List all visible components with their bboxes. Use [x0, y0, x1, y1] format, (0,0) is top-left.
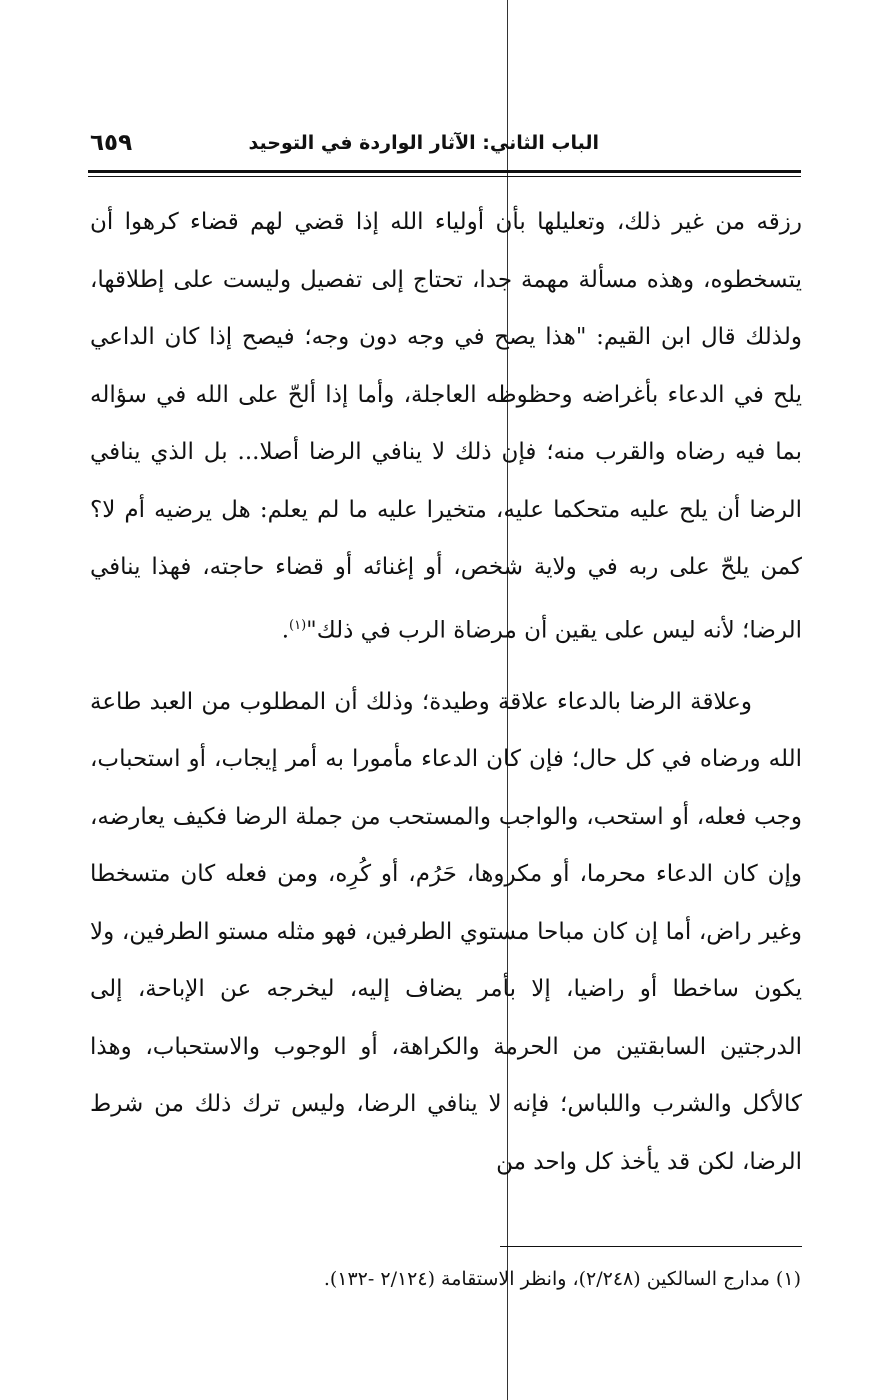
page-number: ٦٥٩: [90, 130, 133, 156]
chapter-title: الباب الثاني: الآثار الواردة في التوحيد: [248, 132, 599, 154]
footnote-1: (١) مدارج السالكين (٢/٢٤٨)، وانظر الاستقامة (٢/١٢٤ -١٣٢).: [323, 1268, 801, 1290]
paragraph-1: [90, 194, 802, 660]
paragraph-1-end: .: [281, 617, 289, 644]
running-header: [90, 126, 789, 166]
paragraph-2: وعلاقة الرضا بالدعاء علاقة وطيدة؛ وذلك أن المطلوب من العبد طاعة الله ورضاه في كل حال؛ فإن كان الدعاء مأمورا به أمر إيجاب، أو استحباب، وجب فعله، أو استحب، والواجب والمستحب من جملة الرضا فكيف يعارضه، وإن كان الدعاء محرما، أو مكروها، حَرُم، أو كُرِه، ومن فعله كان متسخطا وغير راض، أما إن كان مباحا مستوي الطرفين، فهو مثله مستو الطرفين، ولا يكون ساخطا أو راضيا، إلا بأمر يضاف إليه، ليخرجه عن الإباحة، إلى الدرجتين السابقتين من الحرمة والكراهة، أو الوجوب والاستحباب، وهذا كالأكل والشرب واللباس؛ فإنه لا ينافي الرضا، وليس ترك ذلك من شرط الرضا، لكن قد يأخذ كل واحد من: [90, 688, 802, 1175]
footnote-reference: (١): [289, 617, 307, 633]
footnote-separator: [500, 1246, 802, 1247]
paragraph-1-text: رزقه من غير ذلك، وتعليلها بأن أولياء الله إذا قضي لهم قضاء كرهوا أن يتسخطوه، وهذه مسألة مهمة جدا، تحتاج إلى تفصيل وليست على إطلاقها، ولذلك قال ابن القيم: "هذا يصح في وجه دون وجه؛ فيصح إذا كان الداعي يلح في الدعاء بأغراضه وحظوظه العاجلة، وأما إذا ألحّ على الله في سؤاله بما فيه رضاه والقرب منه؛ فإن ذلك لا ينافي الرضا أصلا... بل الذي ينافي الرضا أن يلح عليه متحكما عليه، متخيرا عليه ما لم يعلم: هل يرضيه أم لا؟ كمن يلحّ على ربه في ولاية شخص، أو إغنائه أو قضاء حاجته، فهذا ينافي الرضا؛ لأنه ليس على يقين أن مرضاة الرب في ذلك": [90, 209, 802, 644]
main-text: [90, 194, 802, 1191]
header-rule-thin: [88, 176, 801, 177]
header-rule-thick: [88, 170, 801, 173]
